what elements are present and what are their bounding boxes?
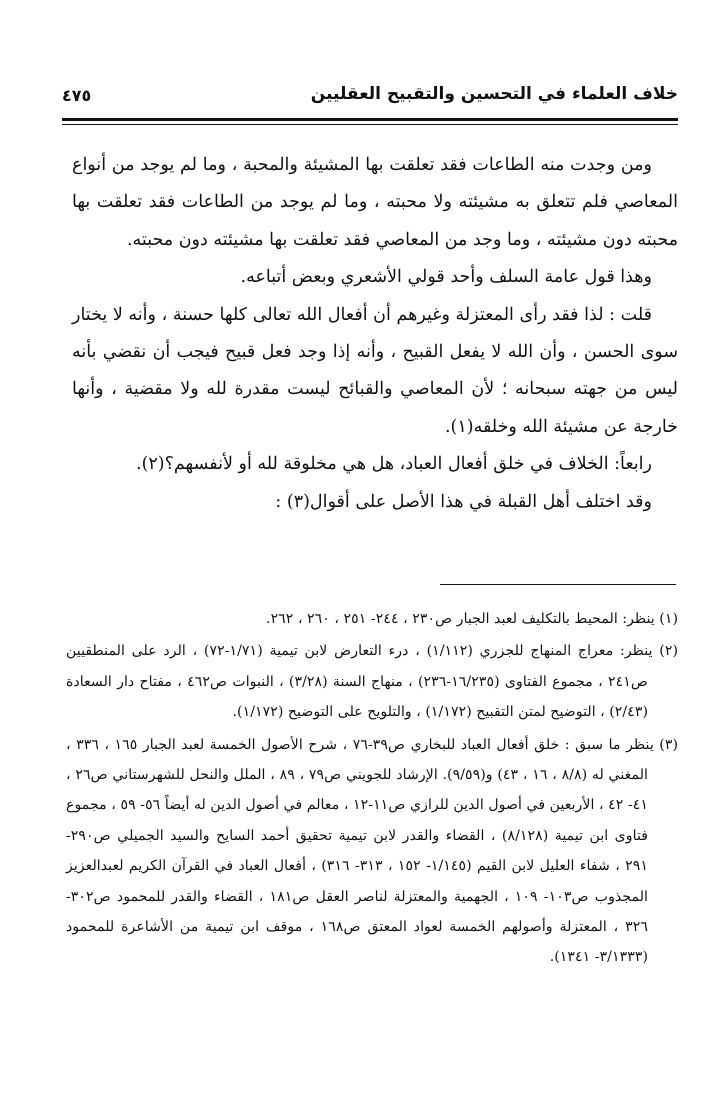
paragraph-qibla-disagreement: وقد اختلف أهل القبلة في هذا الأصل على أقوال(٣) : (275, 491, 652, 512)
header-rule-thick (62, 118, 678, 121)
page-number: ٤٧٥ (62, 86, 92, 105)
paragraph-will-and-love: ومن وجدت منه الطاعات فقد تعلقت بها المشيئة والمحبة ، وما لم يوجد من أنواع المعاصي فلم تتعلق به مشيئته ولا محبته ، وما لم يوجد من الطاعات فقد تعلقت بها محبته دون مشيئته ، وما وجد من المعاصي فقد تعلقت بها مشيئته دون محبته. (72, 155, 678, 250)
footnote-separator (440, 584, 676, 585)
header-rule-thin (62, 124, 678, 125)
paragraph-mutazila-view: قلت : لذا فقد رأى المعتزلة وغيرهم أن أفعال الله تعالى كلها حسنة ، وأنه لا يختار سوى الحسن ، وأن الله لا يفعل القبيح ، وأنه إذا وجد فعل قبيح فيجب أن نقضي بأنه ليس من جهته سبحانه ؛ لأن المعاصي والقبائح ليست مقدرة لله ولا مقضية ، وأنها خارجة عن مشيئة الله وخلقه(١). (72, 304, 678, 437)
footnote-3: (٣) ينظر ما سبق : خلق أفعال العباد للبخاري ص٣٩-٧٦ ، شرح الأصول الخمسة لعبد الجبار ١٦٥ ، ٣٣٦ ، المغني له (٨/٨ ، ١٦ ، ٤٣) و(٩/٥٩). الإرشاد للجويني ص٧٩ ، ٨٩ ، الملل والنحل للشهرستاني ص٢٦ ، ٤١- ٤٢ ، الأربعين في أصول الدين للرازي ص١١-١٢ ، معالم في أصول الدين له أيضاً ٥٦- ٥٩ ، مجموع فتاوى ابن تيمية (٨/١٢٨) ، القضاء والقدر لابن تيمية تحقيق أحمد السايح والسيد الجميلي ص٢٩٠- ٢٩١ ، شفاء العليل لابن القيم (١/١٤٥- ١٥٢ ، ٣١٣- ٣١٦) ، أفعال العباد في القرآن الكريم لعبدالعزيز المجذوب ص١٠٣- ١٠٩ ، الجهمية والمعتزلة لناصر العقل ص١٨١ ، القضاء والقدر للمحمود ص٣٠٢- ٣٢٦ ، المعتزلة وأصولهم الخمسة لعواد المعتق ص١٦٨ ، موقف ابن تيمية من الأشاعرة للمحمود (٣/١٣٣٣- ١٣٤١). (66, 736, 678, 966)
running-header (62, 80, 678, 116)
paragraph-salaf-view: وهذا قول عامة السلف وأحد قولي الأشعري وبعض أتباعه. (240, 267, 652, 288)
footnote-2: (٢) ينظر: معراج المنهاج للجزري (١/١١٢) ، درء التعارض لابن تيمية (١/٧١-٧٢) ، الرد على المنطقيين ص٢٤١ ، مجموع الفتاوى (١٦/٢٣٥-٢٣٦) ، منهاج السنة (٣/٢٨) ، النبوات ص٤٦٢ ، مفتاح دار السعادة (٢/٤٣) ، التوضيح لمتن التقبيح (١/١٧٢) ، والتلويح على التوضيح (١/١٧٢). (66, 643, 678, 721)
section-heading-fourth: رابعاً: الخلاف في خلق أفعال العباد، هل هي مخلوقة لله أو لأنفسهم؟(٢). (136, 454, 652, 475)
footnote-1: (١) ينظر: المحيط بالتكليف لعبد الجبار ص٢٣٠ ، ٢٤٤- ٢٥١ ، ٢٦٠ ، ٢٦٢. (266, 611, 678, 627)
main-text (72, 147, 678, 521)
running-title: خلاف العلماء في التحسين والتقبيح العقليين (310, 84, 678, 104)
footnotes (66, 604, 678, 975)
